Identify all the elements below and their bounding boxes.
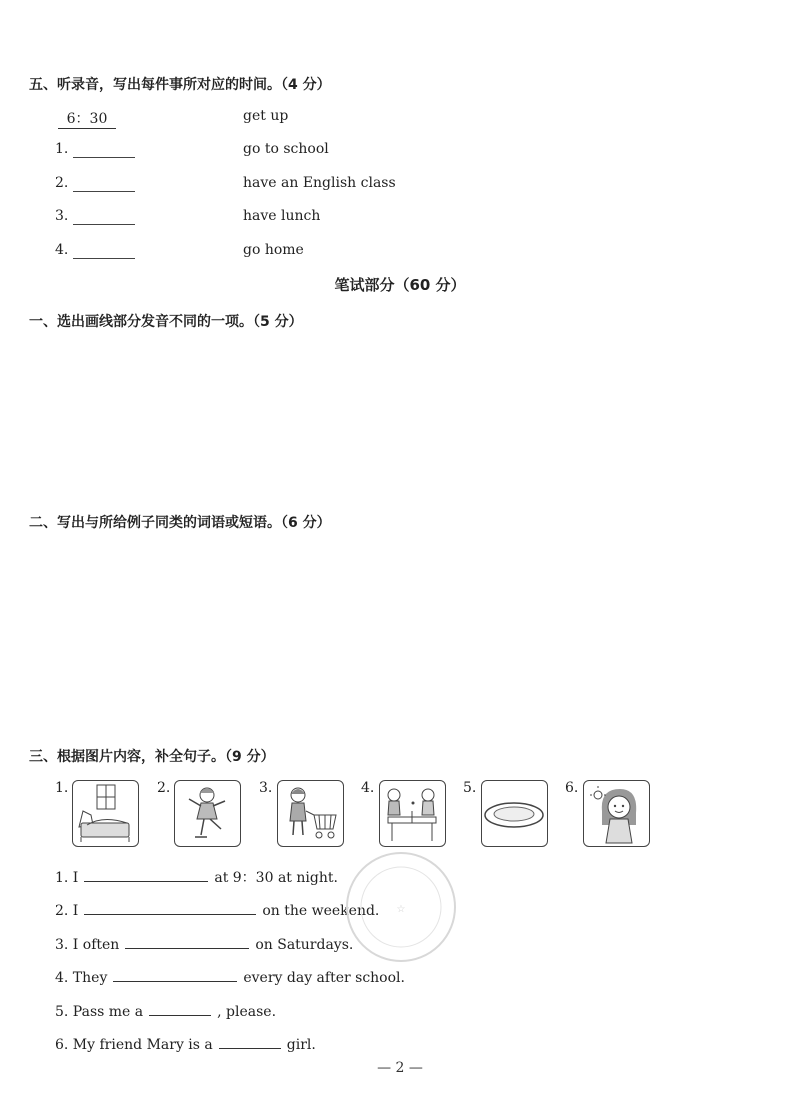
skating-girl-icon [174, 780, 241, 847]
sentence-start: 6. My friend Mary is a [55, 1037, 213, 1053]
picture-label: 3. [259, 780, 273, 796]
written-part-title: 笔试部分（60 分） [334, 276, 466, 294]
watermark-stamp [342, 848, 460, 966]
picture-label: 4. [361, 780, 375, 796]
example-time-answer: 6：30 [58, 108, 116, 129]
section3-title: 三、根据图片内容，补全句子。（9 分） [29, 749, 275, 765]
page-number: — 2 — [377, 1060, 423, 1076]
item-number: 2. [55, 175, 69, 191]
activity-label: go to school [243, 141, 329, 157]
time-answer-blank[interactable] [73, 258, 135, 259]
activity-label: have an English class [243, 175, 396, 191]
sentence-start: 1. I [55, 870, 79, 886]
smart-girl-icon [583, 780, 650, 847]
answer-line[interactable] [125, 934, 249, 949]
sentence-end: girl. [286, 1037, 316, 1053]
ping-pong-icon [379, 780, 446, 847]
section1-title: 一、选出画线部分发音不同的一项。（5 分） [29, 314, 303, 330]
sentence-row [55, 867, 338, 887]
shopping-cart-icon [277, 780, 344, 847]
sentence-row [55, 1034, 316, 1053]
sentence-row [55, 900, 379, 919]
answer-line[interactable] [219, 1034, 281, 1049]
sentence-row [55, 934, 353, 953]
answer-line[interactable] [84, 867, 208, 882]
sentence-end: at 9：30 at night. [214, 870, 338, 886]
plate-icon [481, 780, 548, 847]
answer-line[interactable] [113, 967, 237, 982]
sentence-end: on Saturdays. [255, 937, 354, 953]
sentence-start: 3. I often [55, 937, 120, 953]
sentence-start: 2. I [55, 903, 79, 919]
section5-title: 五、听录音，写出每件事所对应的时间。（4 分） [29, 77, 331, 93]
activity-label: go home [243, 242, 304, 258]
bed-icon [72, 780, 139, 847]
picture-label: 2. [157, 780, 171, 796]
sentence-end: every day after school. [243, 970, 405, 986]
item-number: 3. [55, 208, 69, 224]
activity-label: have lunch [243, 208, 321, 224]
activity-label: get up [243, 108, 289, 124]
svg-text:☆: ☆ [396, 904, 406, 915]
sentence-row [55, 967, 405, 986]
item-number: 4. [55, 242, 69, 258]
section2-title: 二、写出与所给例子同类的词语或短语。（6 分） [29, 515, 331, 531]
sentence-end: on the weekend. [262, 903, 380, 919]
picture-label: 1. [55, 780, 69, 796]
picture-label: 6. [565, 780, 579, 796]
sentence-start: 4. They [55, 970, 108, 986]
time-answer-blank[interactable] [73, 224, 135, 225]
picture-label: 5. [463, 780, 477, 796]
item-number: 1. [55, 141, 69, 157]
time-answer-blank[interactable] [73, 157, 135, 158]
answer-line[interactable] [84, 900, 256, 915]
sentence-start: 5. Pass me a [55, 1004, 144, 1020]
sentence-end: , please. [217, 1004, 277, 1020]
sentence-row [55, 1001, 276, 1020]
time-answer-blank[interactable] [73, 191, 135, 192]
answer-line[interactable] [149, 1001, 211, 1016]
